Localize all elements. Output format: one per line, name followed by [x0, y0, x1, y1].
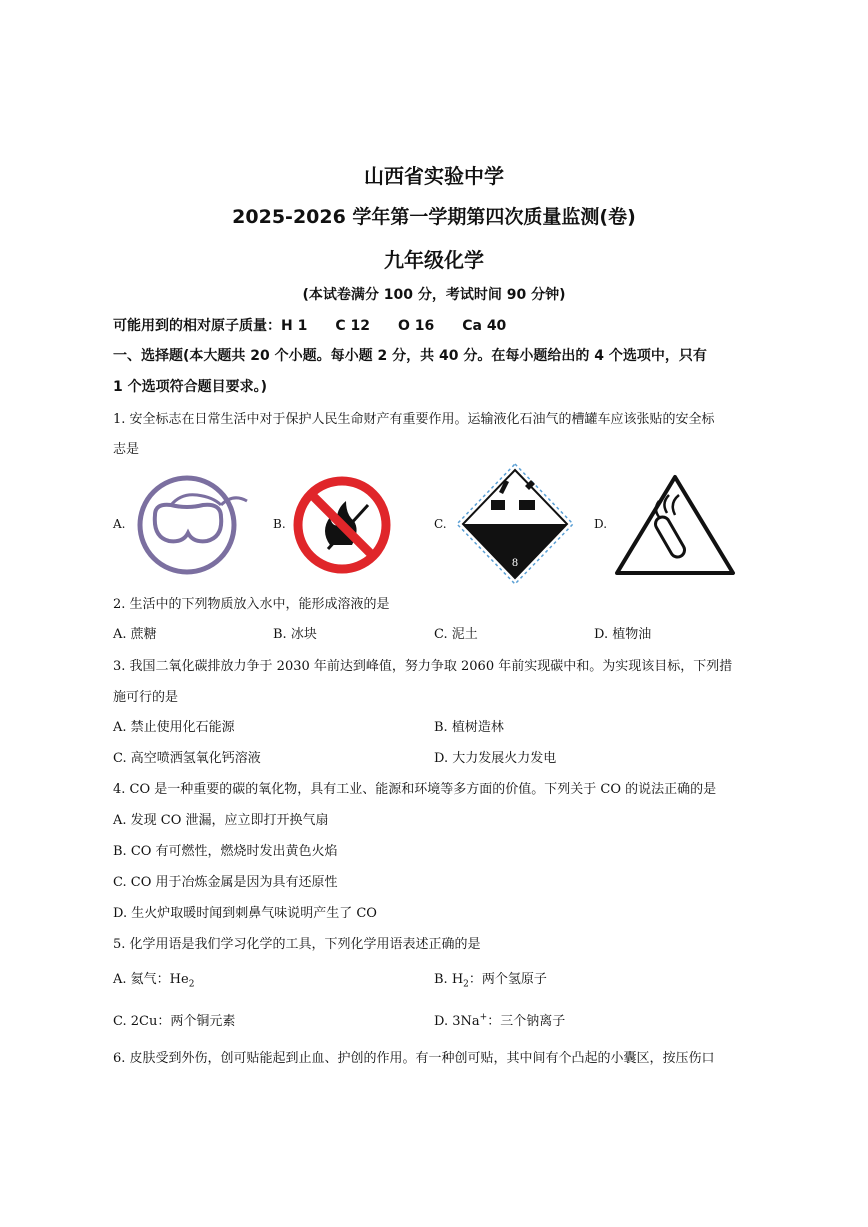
q5-option-b-subscript: 2: [463, 979, 469, 990]
q1-stem-line1: 1. 安全标志在日常生活中对于保护人民生命财产有重要作用。运输液化石油气的槽罐车应该张贴的安全标: [113, 412, 715, 427]
q4-option-b: B. CO 有可燃性，燃烧时发出黄色火焰: [113, 844, 338, 859]
q6-stem: 6. 皮肤受到外伤，创可贴能起到止血、护创的作用。有一种创可贴，其中间有个凸起的小囊区，按压伤口: [113, 1051, 715, 1066]
q2-option-a: A. 蔗糖: [113, 627, 157, 642]
q5-option-b-label: B.: [434, 972, 452, 987]
q3-stem-line1: 3. 我国二氧化碳排放力争于 2030 年前达到峰值，努力争取 2060 年前实现碳中和。为实现该目标，下列措: [113, 659, 733, 674]
school-name: 山西省实验中学: [364, 164, 504, 188]
corrosive-sign-icon: [455, 462, 575, 586]
q5-option-a-formula: He: [169, 972, 189, 987]
q5-option-b: [434, 968, 547, 990]
q5-option-c-label: C.: [113, 1014, 131, 1029]
q3-option-b: B. 植树造林: [434, 720, 504, 735]
q1-label-d: D.: [594, 517, 608, 531]
q5-option-d-superscript: +: [479, 1012, 488, 1023]
q2-option-d: D. 植物油: [594, 627, 652, 642]
section1-header-line1: 一、选择题(本大题共 20 个小题。每小题 2 分，共 40 分。在每小题给出的 4 个选项中，只有: [113, 348, 707, 364]
q5-option-b-formula: H: [451, 972, 464, 987]
q3-option-d: D. 大力发展火力发电: [434, 751, 557, 766]
q5-option-d-formula: 3Na: [452, 1014, 480, 1029]
atomic-masses: 可能用到的相对原子质量：H 1 C 12 O 16 Ca 40: [113, 318, 507, 334]
exam-note: (本试卷满分 100 分，考试时间 90 分钟): [302, 287, 566, 303]
q3-stem-line2: 施可行的是: [113, 690, 179, 705]
q5-option-a-subscript: 2: [188, 979, 195, 990]
q5-option-d: [434, 1010, 565, 1029]
q5-option-c: [113, 1010, 235, 1029]
q5-option-d-label: D.: [434, 1014, 453, 1029]
q1-label-b: B.: [273, 517, 286, 531]
q4-option-c: C. CO 用于冶炼金属是因为具有还原性: [113, 875, 338, 890]
q5-option-c-formula: 2Cu: [130, 1014, 158, 1029]
goggles-sign-icon: [133, 475, 251, 575]
hot-surface-warning-icon: [613, 473, 737, 577]
subject-title: 九年级化学: [384, 248, 484, 272]
q5-option-b-desc: ：两个氢原子: [468, 972, 547, 987]
q4-option-d: D. 生火炉取暖时闻到刺鼻气味说明产生了 CO: [113, 906, 377, 921]
q3-option-c: C. 高空喷洒氢氧化钙溶液: [113, 751, 261, 766]
section1-header-line2: 1 个选项符合题目要求。): [113, 379, 268, 395]
q1-label-a: A.: [113, 517, 126, 531]
q5-stem: 5. 化学用语是我们学习化学的工具，下列化学用语表述正确的是: [113, 937, 481, 952]
q2-option-b: B. 冰块: [273, 627, 317, 642]
q1-stem-line2: 志是: [113, 442, 140, 457]
q1-label-c: C.: [434, 517, 447, 531]
q3-option-a: A. 禁止使用化石能源: [113, 720, 235, 735]
q5-option-a-label: A. 氦气：: [113, 972, 170, 987]
q5-option-c-desc: ：两个铜元素: [157, 1014, 236, 1029]
q4-stem: 4. CO 是一种重要的碳的氧化物，具有工业、能源和环境等多方面的价值。下列关于 CO 的说法正确的是: [113, 782, 717, 797]
q5-option-d-desc: ：三个钠离子: [487, 1014, 566, 1029]
q5-option-a: [113, 968, 194, 990]
q2-option-c: C. 泥土: [434, 627, 478, 642]
q2-stem: 2. 生活中的下列物质放入水中，能形成溶液的是: [113, 597, 390, 612]
exam-title: 2025-2026 学年第一学期第四次质量监测(卷): [232, 206, 636, 228]
q4-option-a: A. 发现 CO 泄漏，应立即打开换气扇: [113, 813, 329, 828]
no-open-flame-icon: [290, 475, 394, 575]
corrosive-class-number: 8: [512, 555, 518, 569]
